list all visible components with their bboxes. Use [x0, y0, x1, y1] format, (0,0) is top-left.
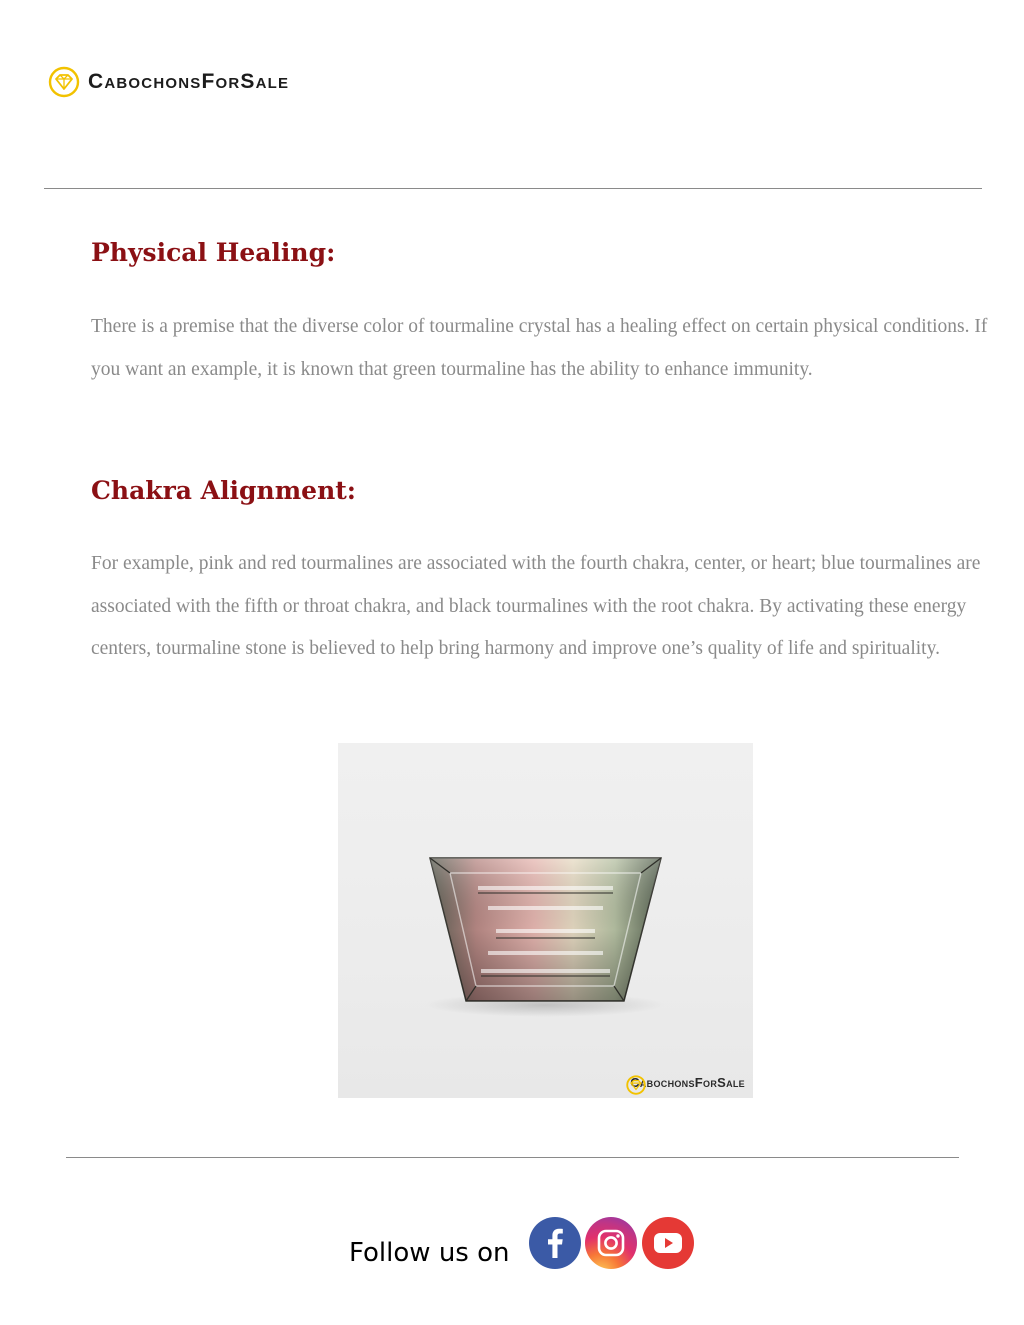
instagram-icon [585, 1217, 637, 1269]
watermark-text: CabochonsForSale [630, 1075, 745, 1090]
gem-icon [626, 1075, 646, 1095]
youtube-button[interactable] [642, 1217, 694, 1269]
tourmaline-gem-illustration [338, 743, 753, 1098]
youtube-icon [642, 1217, 694, 1269]
photo-watermark [626, 1075, 745, 1090]
section-body-chakra-alignment: For example, pink and red tourmalines are associated with the fourth chakra, center, or heart; blue tourmalines are associated with the fifth or throat chakra, and black tourmalines with the root chakra. By activating these energy centers, tourmaline stone is believed to help bring harmony and improve one’s quality of life and spirituality. [91, 553, 981, 660]
section-body-physical-healing: There is a premise that the diverse color of tourmaline crystal has a healing effect on certain physical conditions. If you want an example, it is known that green tourmaline has the ability to enhance immunity. [91, 316, 988, 380]
follow-us-label: Follow us on [349, 1238, 510, 1268]
gemstone-photo [338, 743, 753, 1098]
top-divider [44, 188, 982, 189]
brand-name: CabochonsForSale [88, 70, 290, 93]
bottom-divider [66, 1157, 959, 1158]
section-heading-chakra-alignment: Chakra Alignment: [91, 476, 357, 505]
facebook-button[interactable] [529, 1217, 581, 1269]
gem-icon [48, 66, 80, 98]
facebook-icon [529, 1217, 581, 1269]
section-heading-physical-healing: Physical Healing: [91, 238, 336, 267]
brand-logo[interactable] [48, 66, 289, 98]
instagram-button[interactable] [585, 1217, 637, 1269]
